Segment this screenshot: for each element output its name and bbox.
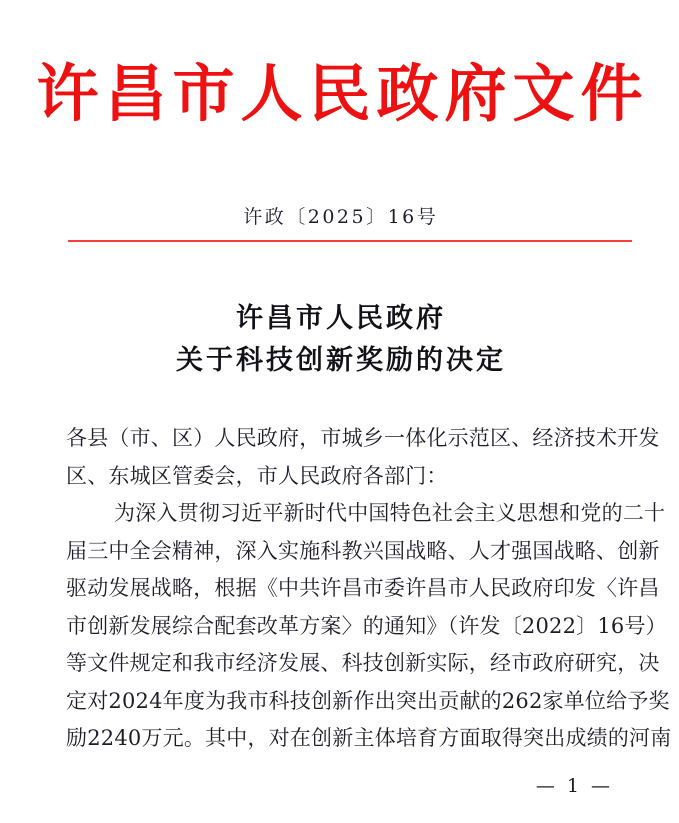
document-number-row	[0, 202, 679, 229]
document-title-block	[0, 298, 679, 382]
body-line: 等文件规定和我市经济发展、科技创新实际，经市政府研究，决	[66, 651, 660, 675]
body-line: 定对2024年度为我市科技创新作出突出贡献的262家单位给予奖	[66, 688, 670, 713]
body-line: 驱动发展战略，根据《中共许昌市委许昌市人民政府印发〈许昌	[66, 576, 660, 600]
page-number: — 1 —	[535, 775, 613, 797]
document-title-line-1: 许昌市人民政府	[236, 303, 446, 334]
document-number: 许政〔2025〕16号	[243, 206, 439, 228]
body-line: 区、东城区管委会，市人民政府各部门：	[66, 463, 448, 488]
red-separator-rule	[68, 240, 632, 242]
body-line: 励2240万元。其中，对在创新主体培育方面取得突出成绩的河南	[66, 726, 672, 750]
body-line: 届三中全会精神，深入实施科教兴国战略、人才强国战略、创新	[66, 538, 660, 563]
masthead-title: 许昌市人民政府文件	[36, 57, 649, 130]
masthead	[0, 52, 679, 136]
body-line: 各县（市、区）人民政府，市城乡一体化示范区、经济技术开发	[66, 426, 660, 450]
body-line: 为深入贯彻习近平新时代中国特色社会主义思想和党的二十	[114, 501, 666, 525]
body-line: 市创新发展综合配套改革方案〉的通知》（许发〔2022〕16号）	[66, 613, 667, 638]
document-title-line-2: 关于科技创新奖励的决定	[176, 344, 506, 376]
document-body	[66, 420, 672, 758]
page-footer	[0, 773, 679, 797]
